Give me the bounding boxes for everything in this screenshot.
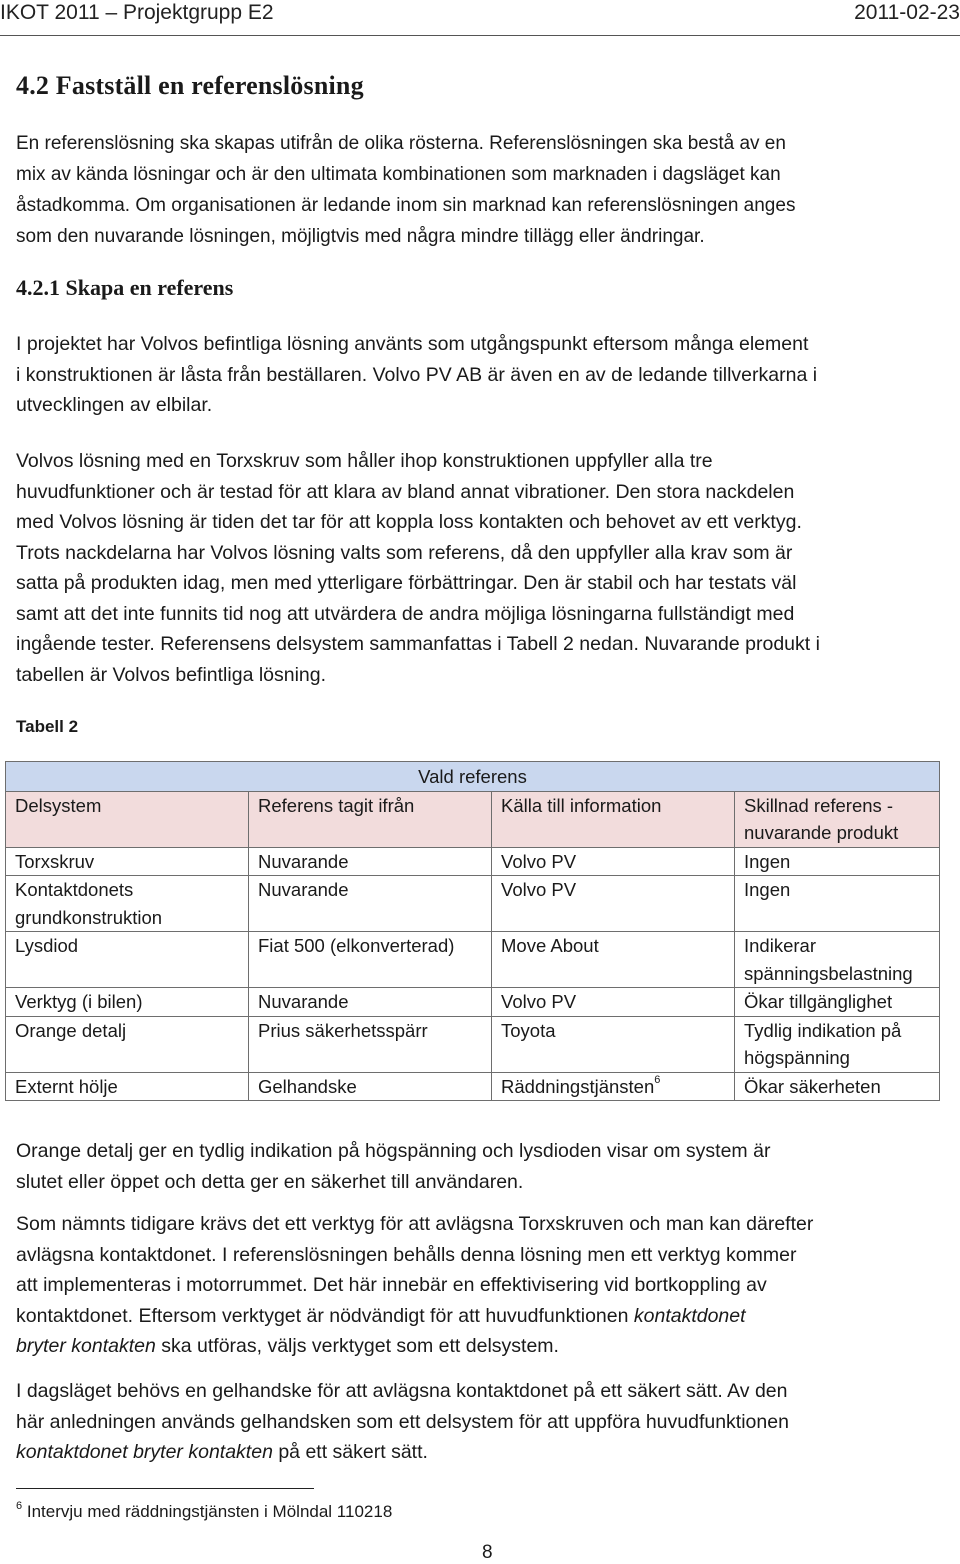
page-number: 8: [482, 1542, 493, 1563]
column-header: Källa till information: [492, 791, 735, 847]
text-run: ska utföras, väljs verktyget som ett delsystem.: [155, 1335, 559, 1357]
paragraph-3: [16, 1136, 960, 1197]
table-cell: Externt hölje: [6, 1072, 249, 1101]
table-cell: Ingen: [735, 847, 940, 876]
paragraph-4: [16, 1209, 960, 1362]
text-line: samt att det inte funnits tid nog att utvärdera de andra möjliga lösningarna fullständigt med: [16, 602, 795, 625]
text-line: Som nämnts tidigare krävs det ett verktyg för att avlägsna Torxskruven och man kan därefter: [16, 1213, 814, 1235]
table-cell: Nuvarande: [249, 988, 492, 1017]
text-line: I projektet har Volvos befintliga lösning använts som utgångspunkt eftersom många element: [16, 333, 809, 355]
column-header: Skillnad referens - nuvarande produkt: [735, 791, 940, 847]
header-rule: [0, 35, 960, 36]
subsection-heading: 4.2.1 Skapa en referens: [16, 275, 234, 300]
text-line: [16, 1331, 960, 1362]
footnote-number: 6: [16, 1500, 23, 1512]
text-line: [16, 1301, 960, 1332]
table-row: [6, 1016, 940, 1072]
text-line: i konstruktionen är låsta från beställaren. Volvo PV AB är även en av de ledande tillverkarna i: [16, 363, 818, 386]
italic-term: bryter kontakten: [16, 1335, 156, 1357]
footnote: [16, 1500, 392, 1524]
table-cell: Kontaktdonets grundkonstruktion: [6, 876, 249, 932]
table-title: Vald referens: [6, 762, 940, 792]
column-header: Delsystem: [6, 791, 249, 847]
section-heading: 4.2 Fastställ en referenslösning: [16, 71, 364, 100]
table-cell: Volvo PV: [492, 988, 735, 1017]
text-line: [16, 1437, 960, 1468]
table-row: [6, 932, 940, 988]
column-header: Referens tagit ifrån: [249, 791, 492, 847]
paragraph-5: [16, 1376, 960, 1468]
text-line: Orange detalj ger en tydlig indikation på högspänning och lysdioden visar om system är: [16, 1140, 771, 1162]
table-cell: Ökar säkerheten: [735, 1072, 940, 1101]
text-line: satta på produkten idag, men med ytterligare förbättringar. Den är stabil och har testats väl: [16, 572, 797, 594]
text-line: här anledningen används gelhandsken som ett delsystem för att uppföra huvudfunktionen: [16, 1410, 789, 1433]
paragraph-1: [16, 329, 960, 421]
text-line: Volvos lösning med en Torxskruv som håller ihop konstruktionen uppfyller alla tre: [16, 450, 713, 472]
footnote-reference: 6: [654, 1073, 661, 1086]
header-left: IKOT 2011 – Projektgrupp E2: [0, 1, 274, 24]
table-cell: [492, 1072, 735, 1101]
table-row: [6, 847, 940, 876]
table-cell: Gelhandske: [249, 1072, 492, 1101]
italic-term: kontaktdonet bryter kontakten: [16, 1441, 273, 1463]
table-cell: Nuvarande: [249, 876, 492, 932]
table-row: [6, 988, 940, 1017]
text-line: med Volvos lösning är tiden det tar för att koppla loss kontakten och behovet av ett verktyg.: [16, 511, 802, 533]
table-cell: Move About: [492, 932, 735, 988]
text-line: mix av kända lösningar och är den ultimata kombinationen som marknaden i dagsläget kan: [16, 164, 781, 185]
table-caption: Tabell 2: [16, 717, 79, 736]
table-cell: Fiat 500 (elkonverterad): [249, 932, 492, 988]
paragraph-2: [16, 446, 960, 690]
text-run: på ett säkert sätt.: [272, 1441, 428, 1463]
reference-table: [5, 761, 940, 1101]
text-line: slutet eller öppet och detta ger en säkerhet till användaren.: [16, 1170, 524, 1193]
table-cell: Toyota: [492, 1016, 735, 1072]
table-cell: Nuvarande: [249, 847, 492, 876]
intro-paragraph: [16, 128, 960, 252]
table-cell: Volvo PV: [492, 876, 735, 932]
text-line: att implementeras i motorrummet. Det här innebär en effektivisering vid bortkoppling av: [16, 1274, 767, 1296]
text-line: Trots nackdelarna har Volvos lösning valts som referens, då den uppfyller alla krav som är: [16, 541, 793, 564]
table-row: [6, 1072, 940, 1101]
text-line: huvudfunktioner och är testad för att klara av bland annat vibrationer. Den stora nackdelen: [16, 480, 795, 503]
cell-text: Räddningstjänsten: [501, 1075, 655, 1097]
table-row: [6, 876, 940, 932]
table-cell: Indikerar spänningsbelastning: [735, 932, 940, 988]
table-cell: Ökar tillgänglighet: [735, 988, 940, 1017]
text-line: tabellen är Volvos befintliga lösning.: [16, 663, 327, 686]
text-line: åstadkomma. Om organisationen är ledande inom sin marknad kan referenslösningen anges: [16, 195, 796, 216]
italic-term: kontaktdonet: [633, 1304, 746, 1327]
table-title-row: [6, 762, 940, 792]
text-line: En referenslösning ska skapas utifrån de olika rösterna. Referenslösningen ska bestå av en: [16, 133, 786, 154]
text-line: som den nuvarande lösningen, möjligtvis med några mindre tillägg eller ändringar.: [16, 226, 705, 247]
table-cell: Tydlig indikation på högspänning: [735, 1016, 940, 1072]
text-line: I dagsläget behövs en gelhandske för att avlägsna kontaktdonet på ett säkert sätt. Av den: [16, 1380, 788, 1402]
table-cell: Prius säkerhetsspärr: [249, 1016, 492, 1072]
table-header-row: [6, 791, 940, 847]
text-line: avlägsna kontaktdonet. I referenslösningen behålls denna lösning men ett verktyg kommer: [16, 1243, 797, 1266]
text-line: utvecklingen av elbilar.: [16, 394, 213, 416]
table-cell: Volvo PV: [492, 847, 735, 876]
table-cell: Orange detalj: [6, 1016, 249, 1072]
footnote-text: Intervju med räddningstjänsten i Mölndal 110218: [26, 1502, 393, 1521]
table-cell: Ingen: [735, 876, 940, 932]
table-cell: Verktyg (i bilen): [6, 988, 249, 1017]
text-line: ingående tester. Referensens delsystem sammanfattas i Tabell 2 nedan. Nuvarande produkt i: [16, 633, 820, 655]
footnote-separator: [16, 1488, 314, 1489]
text-run: kontaktdonet. Eftersom verktyget är nödvändigt för att huvudfunktionen: [16, 1304, 629, 1327]
table-cell: Lysdiod: [6, 932, 249, 988]
header-date: 2011-02-23: [854, 1, 960, 24]
table-cell: Torxskruv: [6, 847, 249, 876]
